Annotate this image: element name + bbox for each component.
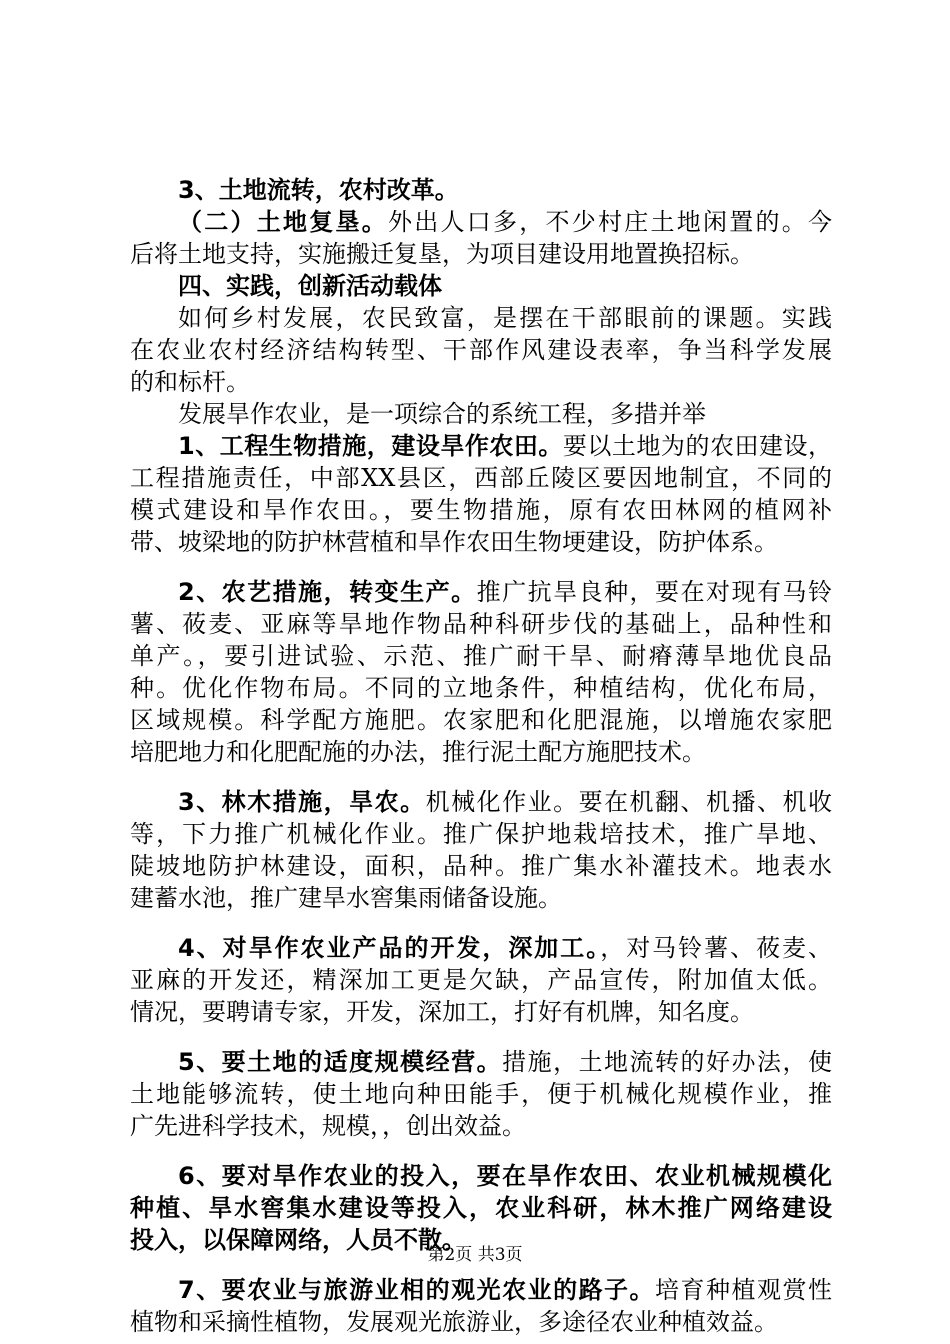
body-text: 在农业农村经济结构转型、干部作风建设表率，争当科学发展 (130, 336, 832, 364)
heading-text: 7、要农业与旅游业相的观光农业的路子。 (178, 1276, 656, 1304)
paragraph-line (130, 1193, 832, 1223)
body-text: 情况，要聘请专家，开发，深加工，打好有机牌，知名度。 (130, 998, 754, 1026)
body-text: 工程措施责任，中部XX县区，西部丘陵区要因地制宜，不同的 (130, 464, 832, 492)
body-text: 等，下力推广机械化作业。推广保护地栽培技术，推广旱地、 (130, 820, 832, 848)
body-text: 要以土地为的农田建设， (562, 432, 833, 460)
body-text: 发展旱作农业，是一项综合的系统工程，多措并举 (178, 400, 706, 428)
paragraph-line (130, 673, 832, 703)
paragraph-line (178, 399, 832, 429)
paragraph-line (178, 577, 832, 607)
page-number: 第2页 共3页 (427, 1245, 523, 1265)
body-text: 的和标杆。 (130, 368, 250, 396)
paragraph-line (130, 965, 832, 995)
paragraph-line (130, 883, 832, 913)
paragraph-line (130, 851, 832, 881)
body-text: 土地能够流转，使土地向种田能手，便于机械化规模作业，推 (130, 1080, 832, 1108)
heading-text: 3、林木措施，旱农。 (178, 788, 426, 816)
heading-text: 四、实践，创新活动载体 (178, 272, 442, 300)
heading-text: 种植、旱水窖集水建设等投入，农业科研，林木推广网络建设 (130, 1194, 832, 1222)
paragraph-line (130, 641, 832, 671)
section-heading (178, 271, 832, 301)
body-text: 植物和采摘性植物，发展观光旅游业，多途径农业种植效益。 (130, 1308, 778, 1336)
body-text: ，对马铃薯、莜麦、 (600, 934, 833, 962)
paragraph-line (178, 431, 832, 461)
paragraph-line (130, 609, 832, 639)
body-text: 陡坡地防护林建设，面积，品种。推广集水补灌技术。地表水 (130, 852, 832, 880)
paragraph-line (130, 527, 832, 557)
paragraph-line (178, 303, 832, 333)
heading-text: 4、对旱作农业产品的开发，深加工。 (178, 934, 601, 962)
paragraph-line (130, 737, 832, 767)
paragraph-line (178, 207, 832, 237)
paragraph-line (178, 1275, 832, 1305)
paragraph-line (130, 495, 832, 525)
paragraph-line (130, 463, 832, 493)
heading-text: 3、土地流转，农村改革。 (178, 176, 459, 204)
paragraph-line (130, 819, 832, 849)
heading-text: 5、要土地的适度规模经营。 (178, 1048, 503, 1076)
body-text: 单产。，要引进试验、示范、推广耐干旱、耐瘠薄旱地优良品 (130, 642, 832, 670)
body-text: 培育种植观赏性 (655, 1276, 832, 1304)
paragraph-line (130, 1307, 832, 1337)
body-text: 培肥地力和化肥配施的办法，推行泥土配方施肥技术。 (130, 738, 706, 766)
page-footer (0, 1244, 950, 1266)
heading-text: 投入，以保障网络，人员不散。 (130, 1226, 466, 1254)
body-text: 后将土地支持，实施搬迁复垦，为项目建设用地置换招标。 (130, 240, 754, 268)
paragraph-line (130, 335, 832, 365)
body-text: 建蓄水池，推广建旱水窖集雨储备设施。 (130, 884, 562, 912)
body-text: 薯、莜麦、亚麻等旱地作物品种科研步伐的基础上，品种性和 (130, 610, 832, 638)
paragraph-line (178, 787, 832, 817)
body-text: 种。优化作物布局。不同的立地条件，种植结构，优化布局， (130, 674, 832, 702)
heading-text: 2、农艺措施，转变生产。 (178, 578, 477, 606)
body-text: 模式建设和旱作农田。，要生物措施，原有农田林网的植网补 (130, 496, 832, 524)
body-text: 亚麻的开发还，精深加工更是欠缺，产品宣传，附加值太低。 (130, 966, 832, 994)
body-text: 措施，土地流转的好办法，使 (502, 1048, 832, 1076)
body-text: 推广抗旱良种，要在对现有马铃 (476, 578, 833, 606)
paragraph-line (130, 1079, 832, 1109)
heading-text: （二）土地复垦。 (178, 208, 388, 236)
heading-text: 1、工程生物措施，建设旱作农田。 (178, 432, 563, 460)
body-text: 外出人口多，不少村庄土地闲置的。今 (388, 208, 832, 236)
paragraph-line (130, 997, 832, 1027)
paragraph-line (130, 705, 832, 735)
body-text: 如何乡村发展，农民致富，是摆在干部眼前的课题。实践 (178, 304, 832, 332)
paragraph-line (130, 239, 832, 269)
body-text: 广先进科学技术，规模，，创出效益。 (130, 1112, 526, 1140)
paragraph-line (178, 1161, 832, 1191)
paragraph-line (178, 1047, 832, 1077)
body-text: 带、坡梁地的防护林营植和旱作农田生物埂建设，防护体系。 (130, 528, 778, 556)
body-text: 机械化作业。要在机翻、机播、机收 (425, 788, 833, 816)
paragraph-line (130, 367, 832, 397)
paragraph-line (178, 175, 832, 205)
body-text: 区域规模。科学配方施肥。农家肥和化肥混施，以增施农家肥 (130, 706, 832, 734)
paragraph-line (178, 933, 832, 963)
heading-text: 6、要对旱作农业的投入，要在旱作农田、农业机械规模化 (178, 1162, 832, 1190)
paragraph-line (130, 1111, 832, 1141)
